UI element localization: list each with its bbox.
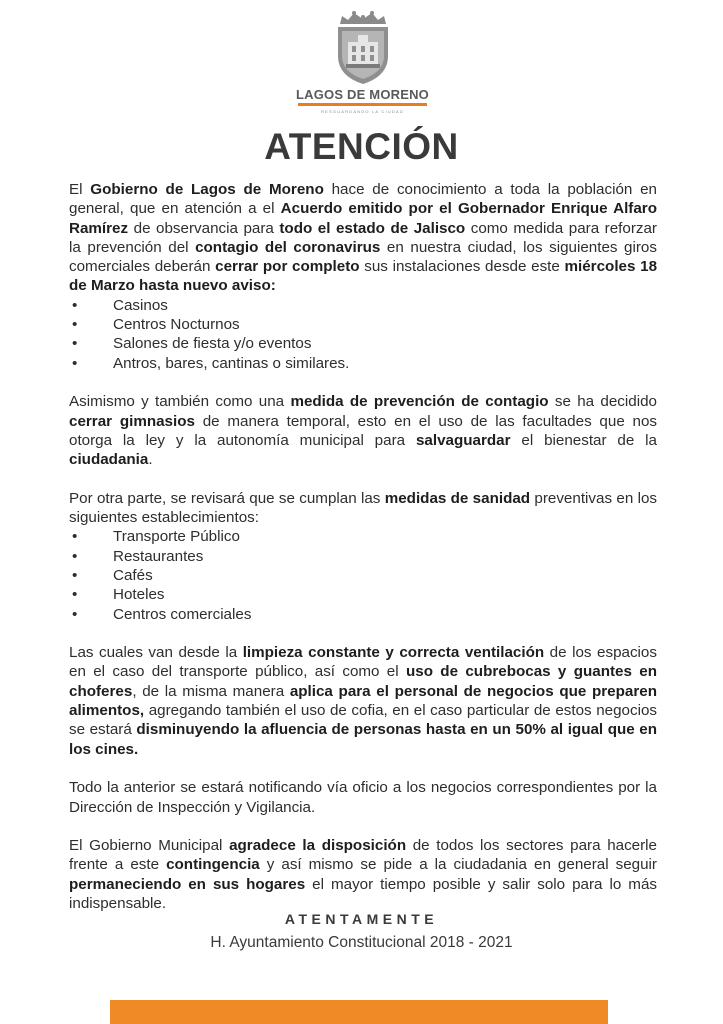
list-item: • Hoteles — [72, 586, 165, 604]
list-item: • Restaurantes — [72, 547, 204, 565]
announcement-body — [69, 180, 657, 913]
list-item: • Cafés — [72, 566, 153, 584]
crest-icon — [330, 10, 396, 86]
signature-heading: ATENTAMENTE — [284, 911, 439, 927]
logo-underline — [298, 103, 427, 106]
footer-accent-bar — [110, 1000, 608, 1024]
page-title: ATENCIÓN — [264, 126, 459, 167]
lagos-de-moreno-logo — [290, 10, 435, 114]
closed-businesses-list — [69, 296, 657, 373]
paragraph-notification: Todo la anterior se estará notificando vía oficio a los negocios correspondientes por la Dirección de Inspección y Vigilancia. — [69, 779, 657, 816]
paragraph-intro: El Gobierno de Lagos de Moreno hace de conocimiento a toda la población en general, que en atención a el Acuerdo emitido por el Gobernador Enrique Alfaro Ramírez de observancia para todo el estado de Jalisco como medida para reforzar la prevención del contagio del coronavirus en nuestra ciudad, los siguientes giros comerciales deberán cerrar por completo sus instalaciones desde este miércoles 18 de Marzo hasta nuevo aviso: — [69, 181, 658, 295]
list-item: • Salones de fiesta y/o eventos — [72, 335, 312, 353]
paragraph-gyms: Asimismo y también como una medida de prevención de contagio se ha decidido cerrar gimnasios de manera temporal, esto en el uso de las facultades que nos otorga la ley y la autonomía municipal para salvaguardar el bienestar de la ciudadania. — [69, 393, 658, 469]
logo-name: LAGOS DE MORENO — [295, 87, 429, 102]
logo-tagline: RESGUARDANDO LA CIUDAD — [321, 109, 404, 114]
signature-institution: H. Ayuntamiento Constitucional 2018 - 2021 — [210, 934, 513, 951]
list-item: • Transporte Público — [72, 528, 240, 546]
inspected-businesses-list — [69, 527, 657, 623]
paragraph-thanks: El Gobierno Municipal agradece la disposición de todos los sectores para hacerle frente a este contingencia y así mismo se pide a la ciudadania en general seguir permaneciendo en sus hogares el mayor tiempo posible y salir solo para lo más indispensable. — [69, 837, 658, 912]
list-item: • Centros Nocturnos — [72, 316, 240, 334]
list-item: • Centros comerciales — [72, 605, 252, 623]
paragraph-sanitary: Por otra parte, se revisará que se cumplan las medidas de sanidad preventivas en los siguientes establecimientos: — [69, 489, 657, 527]
paragraph-measures: Las cuales van desde la limpieza constante y correcta ventilación de los espacios en el caso del transporte público, así como el uso de cubrebocas y guantes en choferes, de la misma manera aplica para el personal de negocios que preparen alimentos, agregando también el uso de cofia, en el caso particular de estos negocios se estará disminuyendo la afluencia de personas hasta en un 50% al igual que en los cines. — [69, 644, 657, 758]
list-item: • Casinos — [72, 296, 168, 314]
list-item: • Antros, bares, cantinas o similares. — [72, 354, 350, 372]
